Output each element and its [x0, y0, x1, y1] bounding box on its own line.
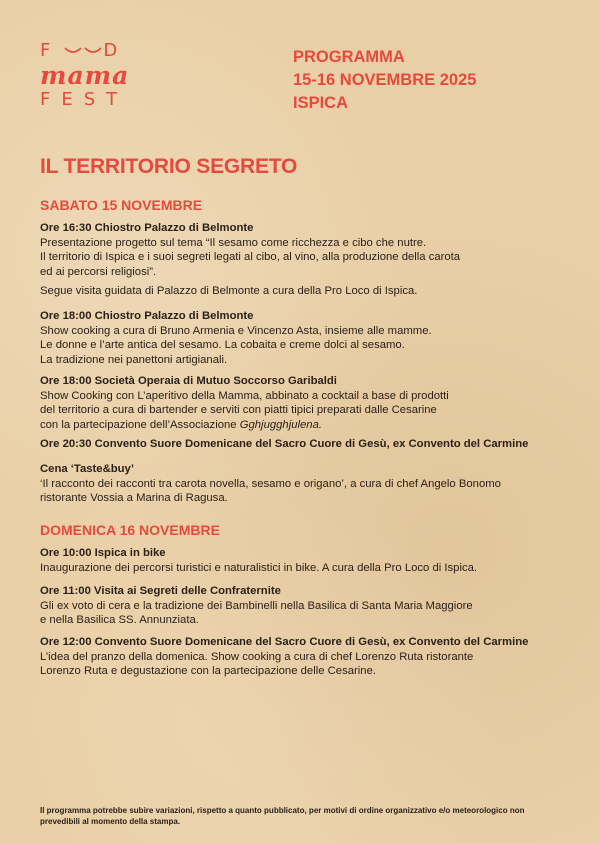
event-heading: Ore 16:30 Chiostro Palazzo di Belmonte: [40, 222, 254, 234]
logo-food-line: F D: [40, 40, 131, 61]
event-text: Show cooking a cura di Bruno Armenia e Vincenzo Asta, insieme alle mamme.: [40, 324, 432, 337]
association-name: Gghjugghjulena.: [239, 418, 322, 431]
event-text: con la partecipazione dell’Associazione Gghjugghjulena.: [40, 418, 322, 431]
event-item: [40, 635, 560, 679]
event-text: Gli ex voto di cera e la tradizione dei Bambinelli nella Basilica di Santa Maria Maggiore: [40, 599, 473, 612]
event-item: [40, 437, 560, 452]
event-text: Lorenzo Ruta e degustazione con la partecipazione delle Cesarine.: [40, 665, 376, 678]
event-text: L’idea del pranzo della domenica. Show cooking a cura di chef Lorenzo Ruta ristorante: [40, 650, 474, 663]
event-text: del territorio a cura di bartender e serviti con piatti tipici preparati dalle Cesarine: [40, 404, 437, 417]
logo-mama-line: mama: [40, 61, 130, 90]
header-info: [293, 46, 476, 115]
event-text: Segue visita guidata di Palazzo di Belmonte a cura della Pro Loco di Ispica.: [40, 285, 418, 297]
event-item: [40, 284, 560, 299]
event-text: Presentazione progetto sul tema “Il sesamo come ricchezza e cibo che nutre.: [40, 236, 427, 249]
event-item: [40, 309, 560, 367]
event-heading: Ore 10:00 Ispica in bike: [40, 547, 166, 559]
page-title: IL TERRITORIO SEGRETO: [40, 155, 298, 178]
event-dates: 15-16 NOVEMBRE 2025: [293, 71, 477, 89]
event-heading: Ore 11:00 Visita ai Segreti delle Confraternite: [40, 585, 281, 597]
event-item: [40, 462, 560, 506]
event-text: Le donne e l’arte antica del sesamo. La cobaita e creme dolci al sesamo.: [40, 339, 405, 352]
event-heading: Ore 18:00 Chiostro Palazzo di Belmonte: [40, 310, 254, 322]
double-o-logo-mark: [63, 44, 103, 58]
event-item: [40, 584, 560, 628]
logo-fest-line: FEST: [40, 89, 129, 110]
event-heading: Ore 12:00 Convento Suore Domenicane del Sacro Cuore di Gesù, ex Convento del Carmine: [40, 636, 529, 648]
event-heading: Ore 18:00 Società Operaia di Mutuo Soccorso Garibaldi: [40, 375, 337, 387]
event-heading: Ore 20:30 Convento Suore Domenicane del Sacro Cuore di Gesù, ex Convento del Carmine: [40, 438, 529, 450]
event-text: Show Cooking con L’aperitivo della Mamma, abbinato a cocktail a base di prodotti: [40, 389, 449, 402]
event-item: [40, 374, 560, 432]
event-text: e nella Basilica SS. Annunziata.: [40, 614, 199, 627]
event-heading: Cena ‘Taste&buy’: [40, 463, 134, 475]
event-text: ristorante Vossia a Marina di Ragusa.: [40, 492, 228, 505]
event-text: Il territorio di Ispica e i suoi segreti legati al cibo, al vino, alla produzione della carota: [40, 251, 461, 264]
event-city: ISPICA: [293, 94, 349, 112]
event-text: Inaugurazione dei percorsi turistici e naturalistici in bike. A cura della Pro Loco di Ispica.: [40, 561, 478, 574]
event-text: La tradizione nei panettoni artigianali.: [40, 353, 228, 366]
sunday-heading: DOMENICA 16 NOVEMBRE: [40, 522, 220, 538]
event-text: ‘Il racconto dei racconti tra carota novella, sesamo e origano’, a cura di chef Angelo Bonomo: [40, 477, 501, 490]
saturday-heading: SABATO 15 NOVEMBRE: [40, 197, 203, 213]
event-item: [40, 546, 560, 575]
disclaimer-note: Il programma potrebbe subire variazioni, rispetto a quanto pubblicato, per motivi di ordine organizzativo e/o meteorologico non prevedibili al momento della stampa.: [40, 806, 525, 826]
event-item: [40, 221, 560, 279]
programma-label: PROGRAMMA: [293, 48, 405, 66]
food-mama-fest-logo: [40, 42, 150, 122]
event-text: ed ai percorsi religiosi”.: [40, 265, 157, 278]
